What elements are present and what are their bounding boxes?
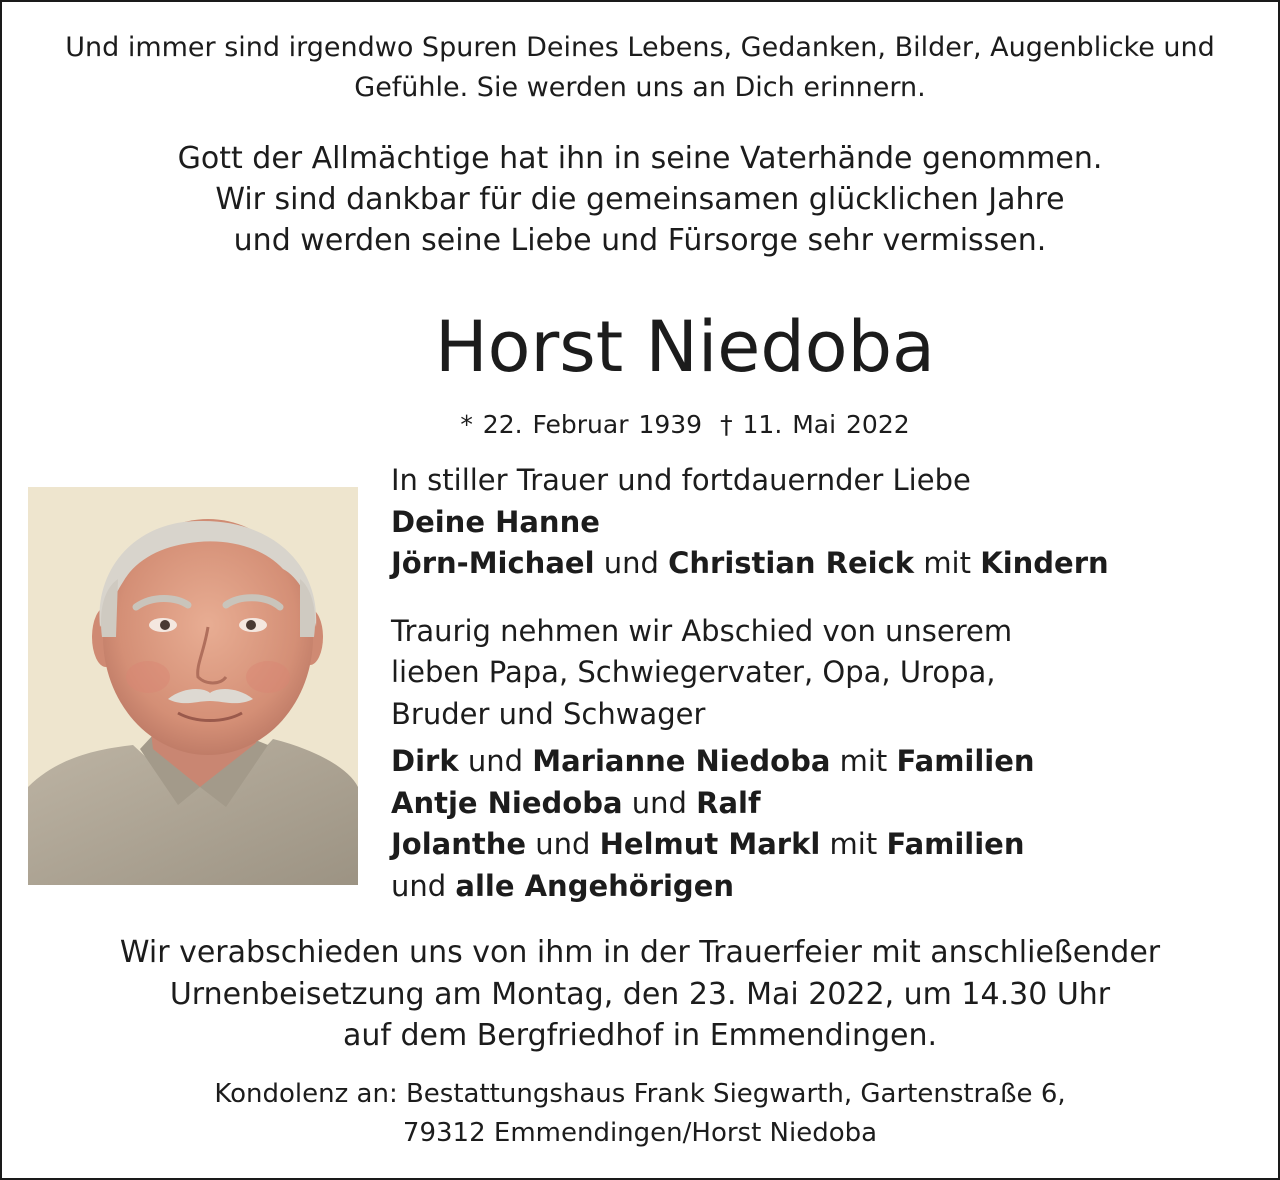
service-info bbox=[0, 932, 1280, 1057]
intro-quote bbox=[0, 28, 1280, 108]
faith-verse bbox=[0, 138, 1280, 261]
farewell-line: lieben Papa, Schwiegervater, Opa, Uropa, bbox=[391, 655, 996, 689]
mourner-row bbox=[391, 866, 1251, 908]
mourner-row bbox=[391, 824, 1251, 866]
mourners-list bbox=[391, 460, 1251, 907]
connector: und bbox=[631, 785, 687, 820]
connector: und bbox=[535, 827, 591, 861]
mourner-name: Antje Niedoba bbox=[391, 785, 623, 820]
intro-line: Gefühle. Sie werden uns an Dich erinnern. bbox=[354, 72, 926, 103]
mourner-name: Christian Reick bbox=[668, 546, 915, 580]
deceased-name: Horst Niedoba bbox=[435, 306, 935, 388]
life-dates bbox=[0, 406, 1280, 444]
connector: und bbox=[603, 546, 659, 580]
mourner-row bbox=[391, 741, 1251, 783]
mourner-name: Jörn-Michael bbox=[391, 546, 595, 580]
mourner-name: Familien bbox=[896, 744, 1035, 778]
mourner-name: Kindern bbox=[980, 546, 1109, 580]
mourner-name: Ralf bbox=[696, 785, 761, 820]
connector: und bbox=[467, 744, 523, 778]
intro-line: Und immer sind irgendwo Spuren Deines Lebens, Gedanken, Bilder, Augenblicke und bbox=[65, 32, 1215, 63]
birth-date: * 22. Februar 1939 bbox=[460, 410, 703, 439]
mourner-name: Familien bbox=[886, 827, 1025, 861]
connector: mit bbox=[829, 827, 878, 861]
service-line: Urnenbeisetzung am Montag, den 23. Mai 2022, um 14.30 Uhr bbox=[169, 976, 1111, 1012]
condolence-line: 79312 Emmendingen/Horst Niedoba bbox=[402, 1118, 878, 1148]
mourner-name: Deine Hanne bbox=[391, 504, 600, 539]
condolence-address bbox=[0, 1075, 1280, 1153]
connector: und bbox=[391, 868, 447, 903]
mourner-row bbox=[391, 783, 1251, 825]
connector: mit bbox=[839, 744, 888, 778]
condolence-line: Kondolenz an: Bestattungshaus Frank Siegwarth, Gartenstraße 6, bbox=[214, 1079, 1066, 1109]
mourner-name: Helmut Markl bbox=[599, 827, 821, 861]
mourner-name: alle Angehörigen bbox=[455, 868, 735, 903]
verse-line: Gott der Allmächtige hat ihn in seine Vaterhände genommen. bbox=[177, 141, 1103, 176]
mourner-name: Jolanthe bbox=[391, 827, 527, 861]
mourner-name: Dirk bbox=[391, 744, 459, 778]
mourner-row bbox=[391, 502, 1251, 544]
connector: mit bbox=[923, 546, 971, 580]
service-line: auf dem Bergfriedhof in Emmendingen. bbox=[342, 1018, 938, 1053]
death-date: † 11. Mai 2022 bbox=[720, 410, 910, 439]
farewell-line: Traurig nehmen wir Abschied von unserem bbox=[391, 613, 1013, 648]
verse-line: und werden seine Liebe und Fürsorge sehr vermissen. bbox=[233, 223, 1047, 258]
mourner-row bbox=[391, 543, 1251, 585]
farewell-line: Bruder und Schwager bbox=[391, 696, 706, 731]
mourners-intro: In stiller Trauer und fortdauernder Liebe bbox=[391, 463, 971, 497]
portrait-photo bbox=[28, 487, 358, 885]
mourner-name: Marianne Niedoba bbox=[532, 744, 831, 778]
verse-line: Wir sind dankbar für die gemeinsamen glücklichen Jahre bbox=[215, 182, 1065, 217]
portrait-illustration bbox=[28, 487, 358, 885]
service-line: Wir verabschieden uns von ihm in der Trauerfeier mit anschließender bbox=[119, 935, 1161, 970]
